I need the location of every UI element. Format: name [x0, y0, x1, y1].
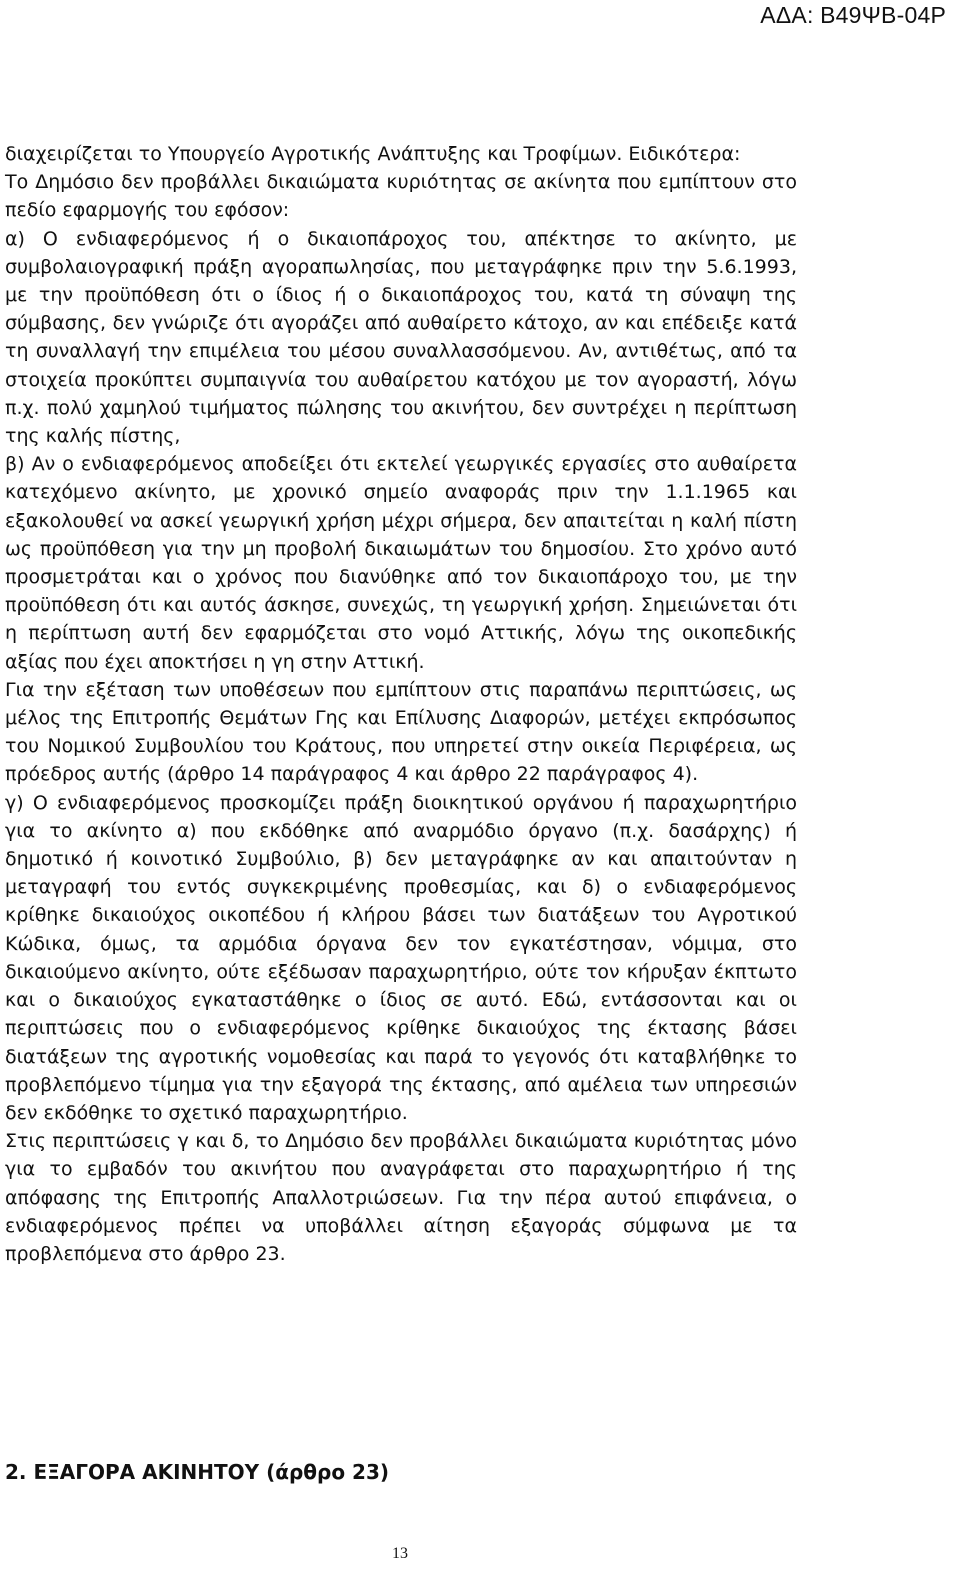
paragraph-case-b: β) Αν ο ενδιαφερόμενος αποδείξει ότι εκτελεί γεωργικές εργασίες στο αυθαίρετα κατεχόμενο ακίνητο, με χρονικό σημείο αναφοράς πριν την 1.1.1965 και εξακολουθεί να ασκεί γεωργική χρήση μέχρι σήμερα, δεν απαιτείται η καλή πίστη ως προϋπόθεση για την μη προβολή δικαιωμάτων του δημοσίου. Στο χρόνο αυτό προσμετράται και ο χρόνος που διανύθηκε από τον δικαιοπάροχο του, με την προϋπόθεση ότι και αυτός άσκησε, συνεχώς, τη γεωργική χρήση. Σημειώνεται ότι η περίπτωση αυτή δεν εφαρμόζεται στο νομό Αττικής, λόγω της οικοπεδικής αξίας που έχει αποκτήσει η γη στην Αττική.	[5, 453, 797, 673]
page-number: 13	[392, 1545, 408, 1562]
paragraph-cases-c-d: Στις περιπτώσεις γ και δ, το Δημόσιο δεν προβάλλει δικαιώματα κυριότητας μόνο για το εμβαδόν του ακινήτου που αναγράφεται στο παραχωρητήριο ή της απόφασης της Επιτροπής Απαλλοτριώσεων. Για την πέρα αυτού επιφάνεια, ο ενδιαφερόμενος πρέπει να υποβάλλει αίτηση εξαγοράς σύμφωνα με τα προβλεπόμενα στο άρθρο 23.	[5, 1130, 797, 1265]
paragraph-intro: διαχειρίζεται το Υπουργείο Αγροτικής Ανάπτυξης και Τροφίμων. Ειδικότερα:	[5, 143, 741, 165]
section-heading: 2. ΕΞΑΓΟΡΑ ΑΚΙΝΗΤΟΥ (άρθρο 23)	[5, 1460, 390, 1484]
document-body	[5, 140, 797, 1268]
paragraph-committee: Για την εξέταση των υποθέσεων που εμπίπτουν στις παραπάνω περιπτώσεις, ως μέλος της Επιτροπής Θεμάτων Γης και Επίλυσης Διαφορών, μετέχει εκπρόσωπος του Νομικού Συμβουλίου του Κράτους, που υπηρετεί στην οικεία Περιφέρεια, ως πρόεδρος αυτής (άρθρο 14 παράγραφος 4 και άρθρο 22 παράγραφος 4).	[5, 678, 797, 786]
ada-code-header: ΑΔΑ: Β49ΨΒ-04Ρ	[760, 2, 946, 28]
paragraph-case-a: α) Ο ενδιαφερόμενος ή ο δικαιοπάροχος του, απέκτησε το ακίνητο, με συμβολαιογραφική πράξη αγοραπωλησίας, που μεταγράφηκε πριν την 5.6.1993, με την προϋπόθεση ότι ο ίδιος ή ο δικαιοπάροχος του, κατά τη σύναψη της σύμβασης, δεν γνώριζε ότι αγοράζει από αυθαίρετο κάτοχο, αν και επέδειξε κατά τη συναλλαγή την επιμέλεια του μέσου συναλλασσόμενου. Αν, αντιθέτως, από τα στοιχεία προκύπτει συμπαιγνία του αυθαίρετου κατόχου με τον αγοραστή, λόγω π.χ. πολύ χαμηλού τιμήματος πώλησης του ακινήτου, δεν συντρέχει η περίπτωση της καλής πίστης,	[5, 227, 797, 448]
paragraph-state-rights: Το Δημόσιο δεν προβάλλει δικαιώματα κυριότητας σε ακίνητα που εμπίπτουν στο πεδίο εφαρμογής του εφόσον:	[5, 171, 797, 222]
paragraph-case-c: γ) Ο ενδιαφερόμενος προσκομίζει πράξη διοικητικού οργάνου ή παραχωρητήριο για το ακίνητο α) που εκδόθηκε από αναρμόδιο όργανο (π.χ. δασάρχης) ή δημοτικό ή κοινοτικό Συμβούλιο, β) δεν μεταγράφηκε αν και απαιτούνταν η μεταγραφή του εντός συγκεκριμένης προθεσμίας, και δ) ο ενδιαφερόμενος κρίθηκε δικαιούχος οικοπέδου ή κλήρου βάσει των διατάξεων του Αγροτικού Κώδικα, όμως, τα αρμόδια όργανα δεν τον εγκατέστησαν, νόμιμα, στο δικαιούμενο ακίνητο, ούτε εξέδωσαν παραχωρητήριο, ούτε τον κήρυξαν έκπτωτο και ο δικαιούχος εγκαταστάθηκε ο ίδιος σε αυτό. Εδώ, εντάσσονται και οι περιπτώσεις που ο ενδιαφερόμενος κρίθηκε δικαιούχος της έκτασης βάσει διατάξεων της αγροτικής νομοθεσίας και παρά το γεγονός ότι καταβλήθηκε το προβλεπόμενο τίμημα για την εξαγορά της έκτασης, από αμέλεια των υπηρεσιών δεν εκδόθηκε το σχετικό παραχωρητήριο.	[5, 791, 797, 1124]
